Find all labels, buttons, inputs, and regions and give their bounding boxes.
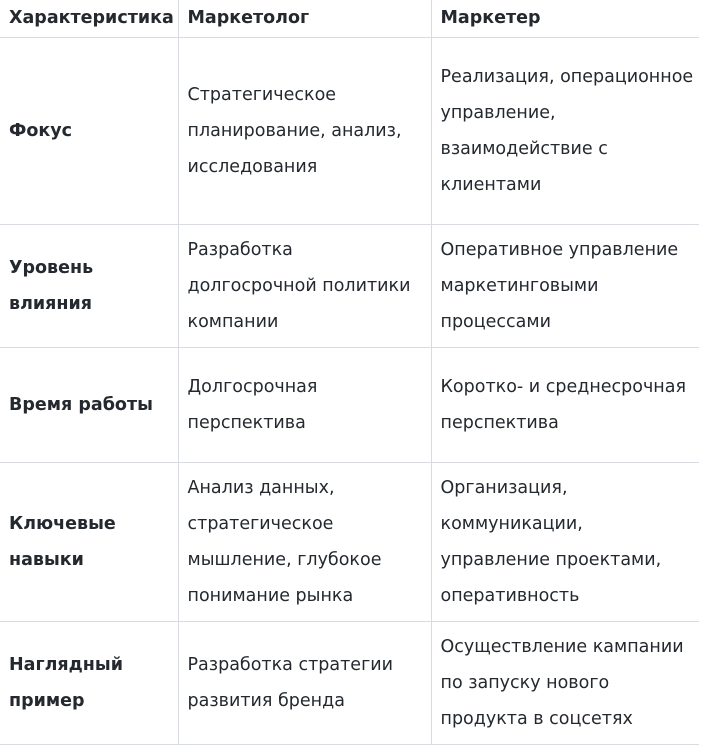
table-row [0,38,699,225]
marketolog-cell: Разработка стратегии развития бренда [178,622,431,745]
table-row [0,463,699,622]
marketer-cell: Реализация, операционное управление, взаимодействие с клиентами [431,38,699,225]
table-row [0,622,699,745]
header-marketer: Маркетер [431,0,699,38]
header-row [0,0,699,38]
marketer-cell: Организация, коммуникации, управление проектами, оперативность [431,463,699,622]
table-row [0,348,699,463]
marketer-cell: Коротко- и среднесрочная перспектива [431,348,699,463]
marketolog-cell: Долгосрочная перспектива [178,348,431,463]
row-label: Ключевые навыки [0,463,178,622]
marketolog-cell: Анализ данных, стратегическое мышление, глубокое понимание рынка [178,463,431,622]
header-characteristic: Характеристика [0,0,178,38]
marketer-cell: Оперативное управление маркетинговыми процессами [431,225,699,348]
table-row [0,225,699,348]
row-label: Наглядный пример [0,622,178,745]
row-label: Уровень влияния [0,225,178,348]
marketer-cell: Осуществление кампании по запуску нового продукта в соцсетях [431,622,699,745]
header-marketolog: Маркетолог [178,0,431,38]
marketolog-cell: Стратегическое планирование, анализ, исследования [178,38,431,225]
row-label: Фокус [0,38,178,225]
marketolog-cell: Разработка долгосрочной политики компании [178,225,431,348]
table-body [0,38,699,745]
table-header [0,0,699,38]
row-label: Время работы [0,348,178,463]
